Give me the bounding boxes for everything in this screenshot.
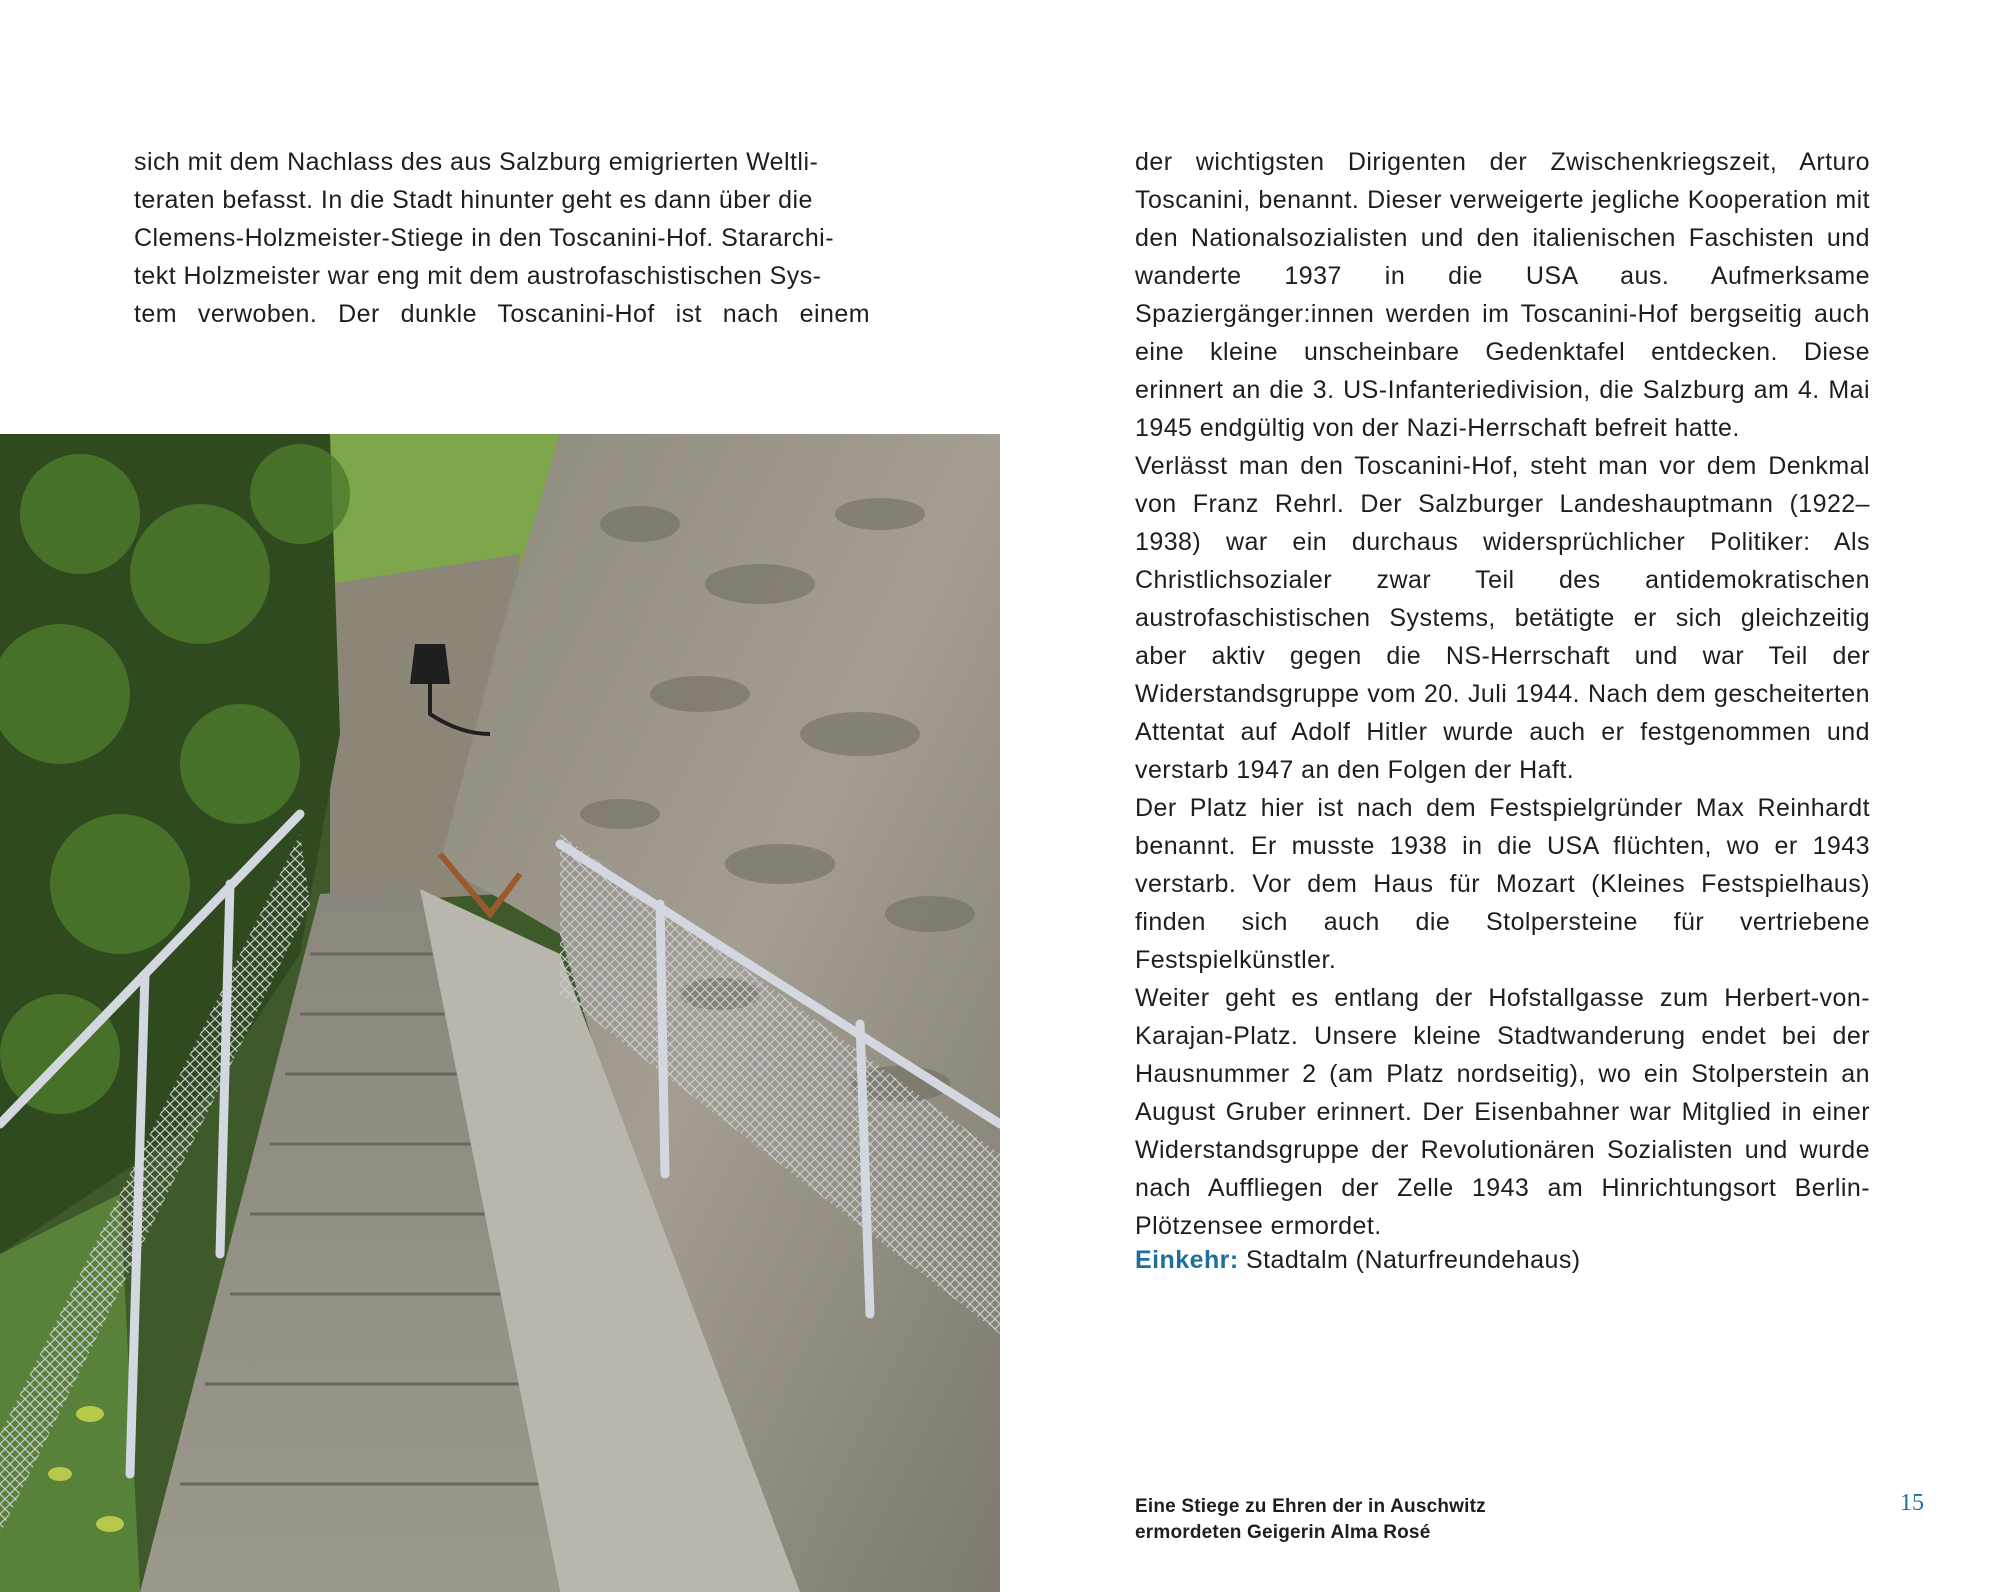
caption-line-2: ermordeten Geigerin Alma Rosé: [1135, 1522, 1431, 1543]
einkehr-text: Stadtalm (Naturfreundehaus): [1238, 1246, 1581, 1274]
left-line-2: teraten befasst. In die Stadt hinunter geht es dann über die: [134, 186, 813, 214]
left-line-3: Clemens-Holzmeister-Stiege in den Toscanini-Hof. Stararchi-: [134, 224, 834, 252]
einkehr-label: Einkehr:: [1135, 1246, 1239, 1274]
right-text-column: [1135, 143, 1870, 1245]
photo-caption: [1135, 1494, 1655, 1546]
staircase-photo: [0, 434, 1000, 1592]
left-text-column: [134, 143, 870, 333]
einkehr-line: [1135, 1241, 1870, 1279]
paragraph-reinhardt: Der Platz hier ist nach dem Festspielgründer Max Reinhardt benannt. Er musste 1938 in die USA flüchten, wo er 1943 verstarb. Vor dem Haus für Mozart (Kleines Festspielhaus) finden sich auch die Stolpersteine für vertriebene Festspielkünstler.: [1135, 794, 1870, 974]
paragraph-rehrl: Verlässt man den Toscanini-Hof, steht man vor dem Denkmal von Franz Rehrl. Der Salzburger Landeshauptmann (1922–1938) war ein durchaus widersprüchlicher Politiker: Als Christlichsozialer zwar Teil des antidemokratischen austrofaschistischen Systems, betätigte er sich gleichzeitig aber aktiv gegen die NS-Herrschaft und war Teil der Widerstandsgruppe vom 20. Juli 1944. Nach dem gescheiterten Attentat auf Adolf Hitler wurde auch er festgenommen und verstarb 1947 an den Folgen der Haft.: [1135, 452, 1870, 784]
paragraph-gruber: Weiter geht es entlang der Hofstallgasse zum Herbert-von-Karajan-Platz. Unsere kleine Stadtwanderung endet bei der Hausnummer 2 (am Platz nordseitig), wo ein Stolperstein an August Gruber erinnert. Der Eisenbahner war Mitglied in einer Widerstandsgruppe der Revolutionären Sozialisten und wurde nach Auffliegen der Zelle 1943 am Hinrichtungsort Berlin-Plötzensee ermordet.: [1135, 984, 1870, 1240]
left-line-1: sich mit dem Nachlass des aus Salzburg emigrierten Weltli-: [134, 148, 819, 176]
left-line-5: tem verwoben. Der dunkle Toscanini-Hof ist nach einem: [134, 300, 870, 328]
page-number: 15: [1900, 1490, 1924, 1516]
left-line-4: tekt Holzmeister war eng mit dem austrofaschistischen Sys-: [134, 262, 822, 290]
paragraph-toscanini: der wichtigsten Dirigenten der Zwischenkriegszeit, Arturo Toscanini, benannt. Dieser verweigerte jegliche Kooperation mit den Nationalsozialisten und den italienischen Faschisten und wanderte 1937 in die USA aus. Aufmerksame Spaziergänger:innen werden im Toscanini-Hof bergseitig auch eine kleine unscheinbare Gedenktafel entdecken. Diese erinnert an die 3. US-Infanteriedivision, die Salzburg am 4. Mai 1945 endgültig von der Nazi-Herrschaft befreit hatte.: [1135, 148, 1870, 442]
caption-line-1: Eine Stiege zu Ehren der in Auschwitz: [1135, 1496, 1486, 1517]
